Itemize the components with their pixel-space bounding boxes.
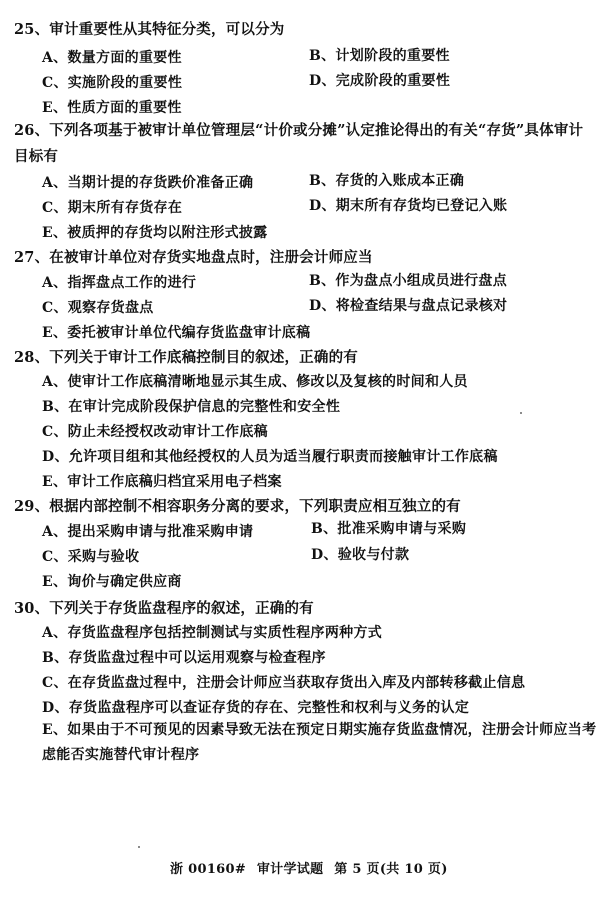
question-27-option-b: B、作为盘点小组成员进行盘点 [309,273,508,289]
question-29-option-b: B、批准采购申请与采购 [311,521,467,537]
question-27-option-a: A、指挥盘点工作的进行 [42,275,197,291]
question-30-title: 30、下列关于存货监盘程序的叙述，正确的有 [14,600,314,617]
question-26-option-e: E、被质押的存货均以附注形式披露 [42,225,268,241]
question-28-option-b: B、在审计完成阶段保护信息的完整性和安全性 [42,399,341,415]
page-footer [170,858,454,877]
question-26-option-c: C、期末所有存货存在 [42,200,183,216]
question-25-option-a: A、数量方面的重要性 [42,50,182,66]
question-25-option-c: C、实施阶段的重要性 [42,75,183,91]
question-28-title: 28、下列关于审计工作底稿控制目的叙述，正确的有 [14,349,358,366]
question-27-option-e: E、委托被审计单位代编存货监盘审计底稿 [42,325,311,341]
question-25-title: 25、审计重要性从其特征分类，可以分为 [14,21,285,38]
question-29-option-c: C、采购与验收 [42,549,140,565]
question-26-option-d: D、期末所有存货均已登记入账 [309,198,508,214]
question-30-option-d: D、存货监盘程序可以查证存货的存在、完整性和权利与义务的认定 [42,700,470,716]
question-25-option-e: E、性质方面的重要性 [42,100,182,116]
question-30-option-b: B、存货监盘过程中可以运用观察与检查程序 [42,650,326,666]
page-number: 第 5 页(共 10 页) [334,862,448,877]
question-29-option-d: D、验收与付款 [311,547,410,563]
question-25-option-b: B、计划阶段的重要性 [309,48,450,64]
question-28-option-d: D、允许项目组和其他经授权的人员为适当履行职责而接触审计工作底稿 [42,449,498,465]
question-30-option-e: E、如果由于不可预见的因素导致无法在预定日期实施存货监盘情况，注册会计师应当考虑能否实施替代审计程序 [42,722,597,763]
question-27-title: 27、在被审计单位对存货实地盘点时，注册会计师应当 [14,249,373,266]
question-30-option-a: A、存货监盘程序包括控制测试与实质性程序两种方式 [42,625,383,641]
question-28-option-e: E、审计工作底稿归档宜采用电子档案 [42,474,282,490]
question-26-option-a: A、当期计提的存货跌价准备正确 [42,175,254,191]
question-26-title: 26、下列各项基于被审计单位管理层“计价或分摊”认定推论得出的有关“存货”具体审计目标有 [14,122,584,165]
question-29-option-a: A、提出采购申请与批准采购申请 [42,524,254,540]
exam-code: 浙 00160# [170,862,247,877]
question-26-option-b: B、存货的入账成本正确 [309,173,465,189]
question-28-option-c: C、防止未经授权改动审计工作底稿 [42,424,268,440]
scan-speck [138,846,140,848]
exam-subject: 审计学试题 [256,862,324,877]
scan-speck [520,412,522,414]
question-30-option-c: C、在存货监盘过程中，注册会计师应当获取存货出入库及内部转移截止信息 [42,675,526,691]
question-27-option-c: C、观察存货盘点 [42,300,154,316]
question-29-title: 29、根据内部控制不相容职务分离的要求，下列职责应相互独立的有 [14,498,461,515]
question-28-option-a: A、使审计工作底稿清晰地显示其生成、修改以及复核的时间和人员 [42,374,468,390]
question-25-option-d: D、完成阶段的重要性 [309,73,451,89]
question-27-option-d: D、将检查结果与盘点记录核对 [309,298,508,314]
question-29-option-e: E、询价与确定供应商 [42,574,182,590]
